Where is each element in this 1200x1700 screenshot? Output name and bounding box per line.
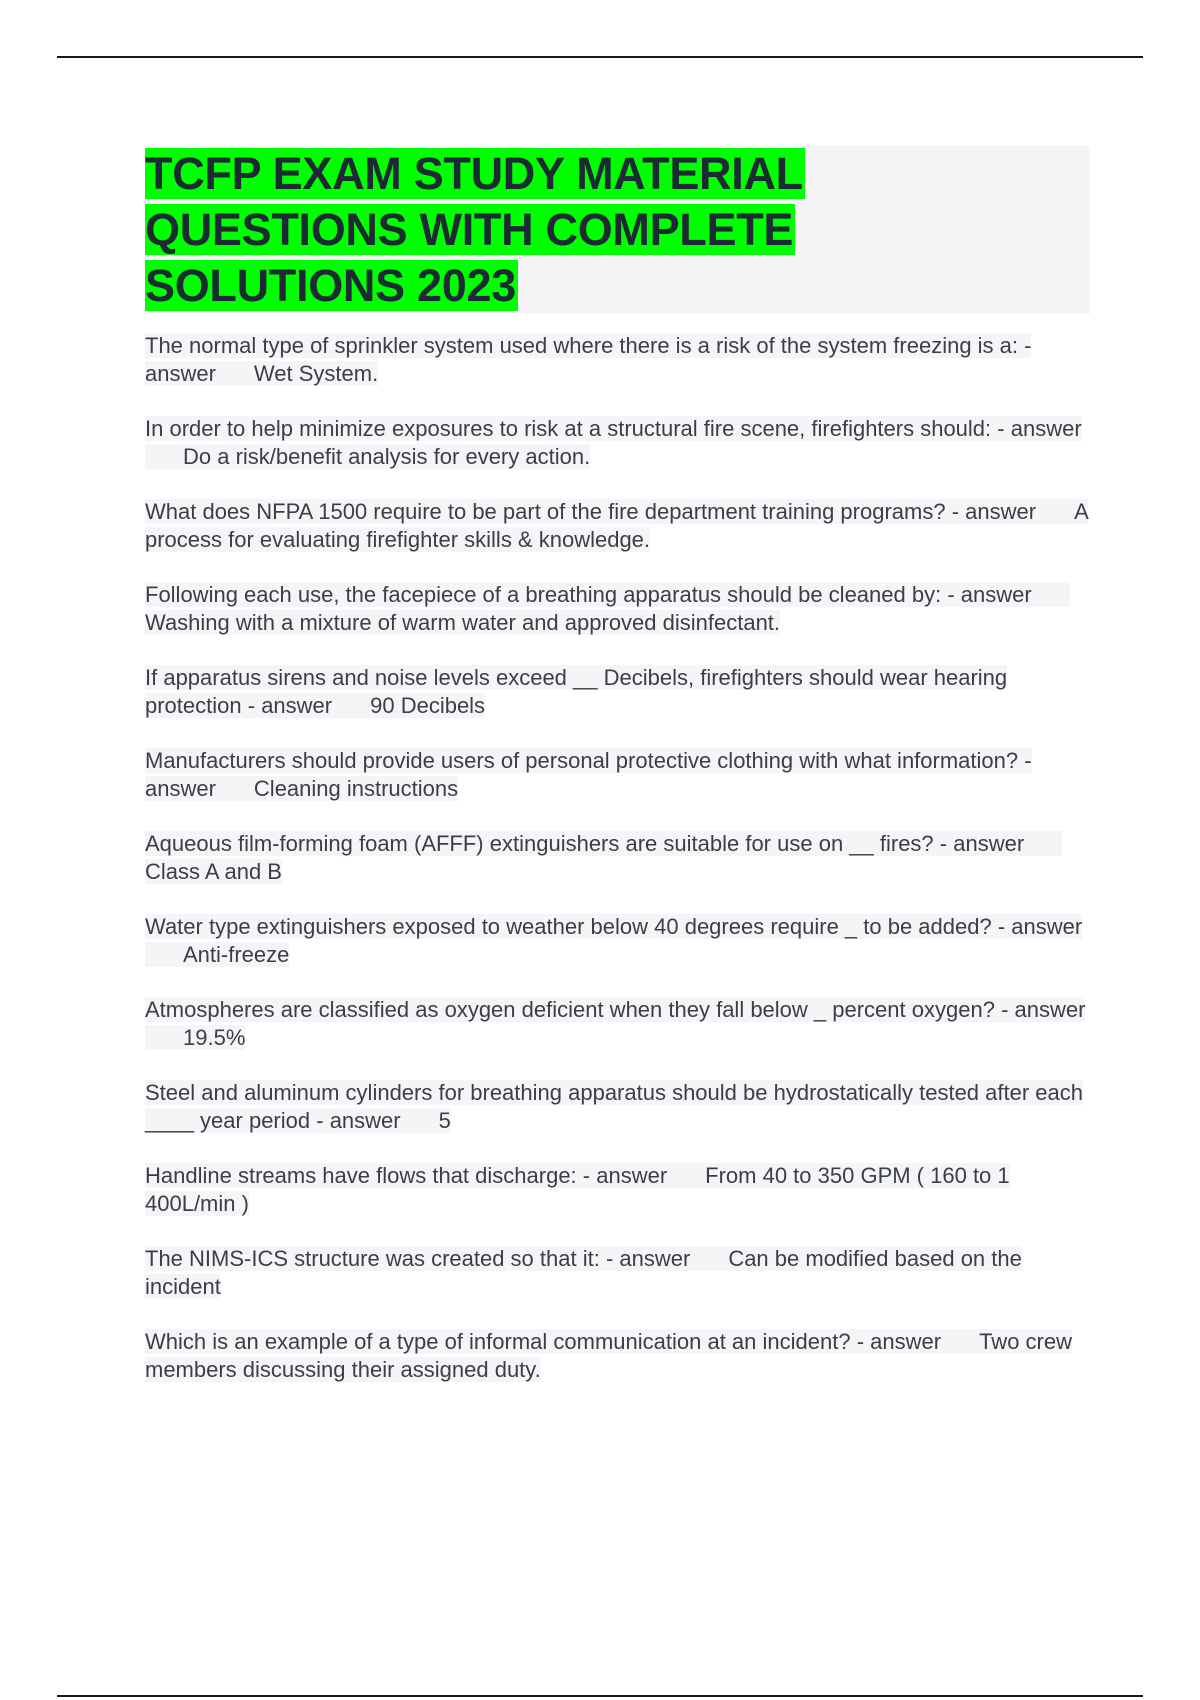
answer-text: Do a risk/benefit analysis for every action. [183,444,591,469]
qa-text [145,416,1082,469]
question-text: Steel and aluminum cylinders for breathing apparatus should be hydrostatically tested after each ____ year period [145,1080,1083,1133]
answer-separator: - answer [582,1163,668,1188]
question-text: Following each use, the facepiece of a breathing apparatus should be cleaned by: [145,582,942,607]
answer-separator: - answer [997,914,1083,939]
qa-list [145,332,1090,1384]
qa-item [145,1162,1090,1218]
qa-item [145,1079,1090,1135]
document-body [145,146,1090,1411]
answer-separator: - answer [316,1108,401,1133]
answer-text: 19.5% [183,1025,246,1050]
answer-separator: - answer [145,333,1032,386]
answer-text: Anti-freeze [183,942,290,967]
answer-text: Washing with a mixture of warm water and approved disinfectant. [145,610,781,635]
answer-text: Class A and B [145,859,282,884]
top-rule [57,56,1143,58]
qa-text [145,1080,1083,1133]
qa-text [145,997,1085,1050]
qa-text [145,1246,1022,1299]
answer-separator: - answer [247,693,333,718]
answer-text: Wet System. [253,361,379,386]
qa-item [145,1328,1090,1384]
title-block [145,146,1090,314]
qa-text [145,582,1070,635]
question-text: In order to help minimize exposures to risk at a structural fire scene, firefighters should: [145,416,992,441]
title-line-1: TCFP EXAM STUDY MATERIAL [145,148,803,199]
question-text: Handline streams have flows that discharge: [145,1163,577,1188]
question-text: What does NFPA 1500 require to be part of the fire department training programs? [145,499,946,524]
answer-text: Can be modified based on the incident [145,1246,1022,1299]
title-line-2: QUESTIONS WITH COMPLETE [145,204,794,255]
answer-separator: - answer [939,831,1025,856]
question-text: Atmospheres are classified as oxygen deficient when they fall below _ percent oxygen? [145,997,995,1022]
qa-item [145,581,1090,637]
answer-text: Cleaning instructions [253,776,459,801]
answer-text: Two crew members discussing their assigned duty. [145,1329,1072,1382]
answer-text: A process for evaluating firefighter skills & knowledge. [145,499,1088,552]
qa-item [145,1245,1090,1301]
answer-separator: - answer [145,748,1032,801]
answer-separator: - answer [605,1246,691,1271]
bottom-rule [57,1695,1143,1697]
qa-text [145,333,1031,386]
answer-separator: - answer [997,416,1082,441]
qa-text [145,499,1088,552]
question-text: Manufacturers should provide users of personal protective clothing with what information? [145,748,1019,773]
document-title [145,146,1090,314]
qa-text [145,748,1032,801]
answer-separator: - answer [951,499,1037,524]
question-text: The NIMS-ICS structure was created so that it: [145,1246,600,1271]
answer-separator: - answer [947,582,1032,607]
question-text: If apparatus sirens and noise levels exceed __ Decibels, firefighters should wear hearing protection [145,665,1008,718]
qa-item [145,664,1090,720]
qa-item [145,415,1090,471]
qa-text [145,1163,1010,1216]
answer-text: From 40 to 350 GPM ( 160 to 1 400L/min ) [145,1163,1010,1216]
question-text: The normal type of sprinkler system used where there is a risk of the system freezing is a: [145,333,1019,358]
answer-text: 5 [438,1108,451,1133]
qa-item [145,498,1090,554]
qa-item [145,830,1090,886]
question-text: Water type extinguishers exposed to weather below 40 degrees require _ to be added? [145,914,992,939]
qa-item [145,747,1090,803]
answer-separator: - answer [1001,997,1086,1022]
qa-item [145,332,1090,388]
qa-text [145,914,1082,967]
answer-separator: - answer [856,1329,942,1354]
title-line-3: SOLUTIONS 2023 [145,260,516,311]
answer-text: 90 Decibels [370,693,486,718]
qa-item [145,996,1090,1052]
question-text: Which is an example of a type of informal communication at an incident? [145,1329,851,1354]
qa-text [145,831,1062,884]
question-text: Aqueous film-forming foam (AFFF) extinguishers are suitable for use on __ fires? [145,831,934,856]
qa-item [145,913,1090,969]
qa-text [145,665,1007,718]
qa-text [145,1329,1072,1382]
